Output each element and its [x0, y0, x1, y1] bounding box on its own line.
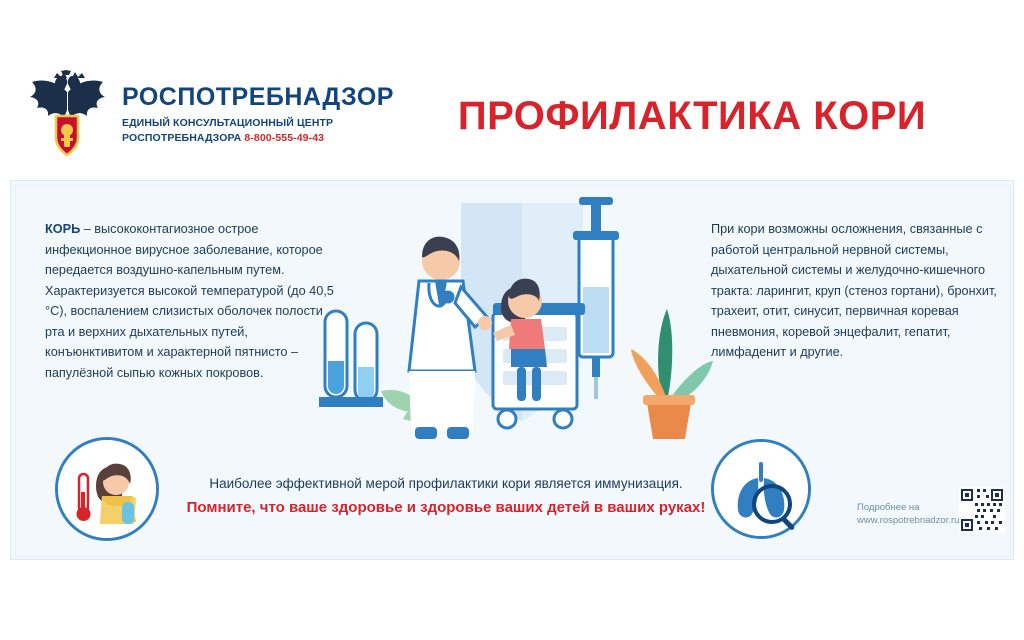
- content-panel: [10, 180, 1014, 560]
- more-info-block: [857, 501, 967, 528]
- potted-plant-icon: [631, 309, 713, 439]
- qr-code[interactable]: [959, 487, 1005, 533]
- more-info-url[interactable]: www.rospotrebnadzor.ru: [857, 515, 960, 527]
- page-title: ПРОФИЛАКТИКА КОРИ: [457, 94, 927, 138]
- organization-block: [122, 83, 394, 147]
- measles-description-text: – высококонтагиозное острое инфекционное вирусное заболевание, которое передается воздушно-капельным путем. Характеризуется высокой температурой (до 40,5 °C), воспалением слизистых оболочек полости рта и верхних дыхательных путей, конъюнктивитом и характерной пятнисто – папулёзной сыпью кожных покровов.: [45, 222, 334, 381]
- lungs-magnifier-icon: [711, 439, 811, 539]
- measles-description: [45, 219, 335, 384]
- hotline-phone: 8-800-555-49-43: [244, 132, 325, 145]
- organization-subtitle: [122, 116, 382, 146]
- sick-woman-thermometer-icon: [55, 437, 159, 541]
- vaccination-illustration: [311, 191, 731, 501]
- measles-lead-word: КОРЬ: [45, 222, 81, 236]
- consult-center-line1: ЕДИНЫЙ КОНСУЛЬТАЦИОННЫЙ ЦЕНТР: [122, 117, 334, 130]
- call-to-action: Помните, что ваше здоровье и здоровье ваших детей в ваших руках!: [186, 499, 706, 516]
- more-info-label: Подробнее на: [857, 502, 920, 513]
- poster-header: [10, 60, 1014, 178]
- complications-text: При кори возможны осложнения, связанные с работой центральной нервной системы, дыхательной системы и желудочно-кишечного тракта: ларингит, круп (стеноз гортани), бронхит, трахеит, отит, синусит, первичная коревая пневмония, коревой энцефалит, гепатит, лимфаденит и другие.: [711, 222, 997, 360]
- organization-title: РОСПОТРЕБНАДЗОР: [122, 83, 394, 111]
- thermometer-icon: [77, 474, 91, 521]
- consult-center-line2: РОСПОТРЕБНАДЗОРА 8-800-555-49-43: [122, 132, 325, 145]
- russian-double-headed-eagle-emblem: [20, 70, 115, 170]
- immunization-note: Наиболее эффективной мерой профилактики кори является иммунизация.: [209, 476, 683, 491]
